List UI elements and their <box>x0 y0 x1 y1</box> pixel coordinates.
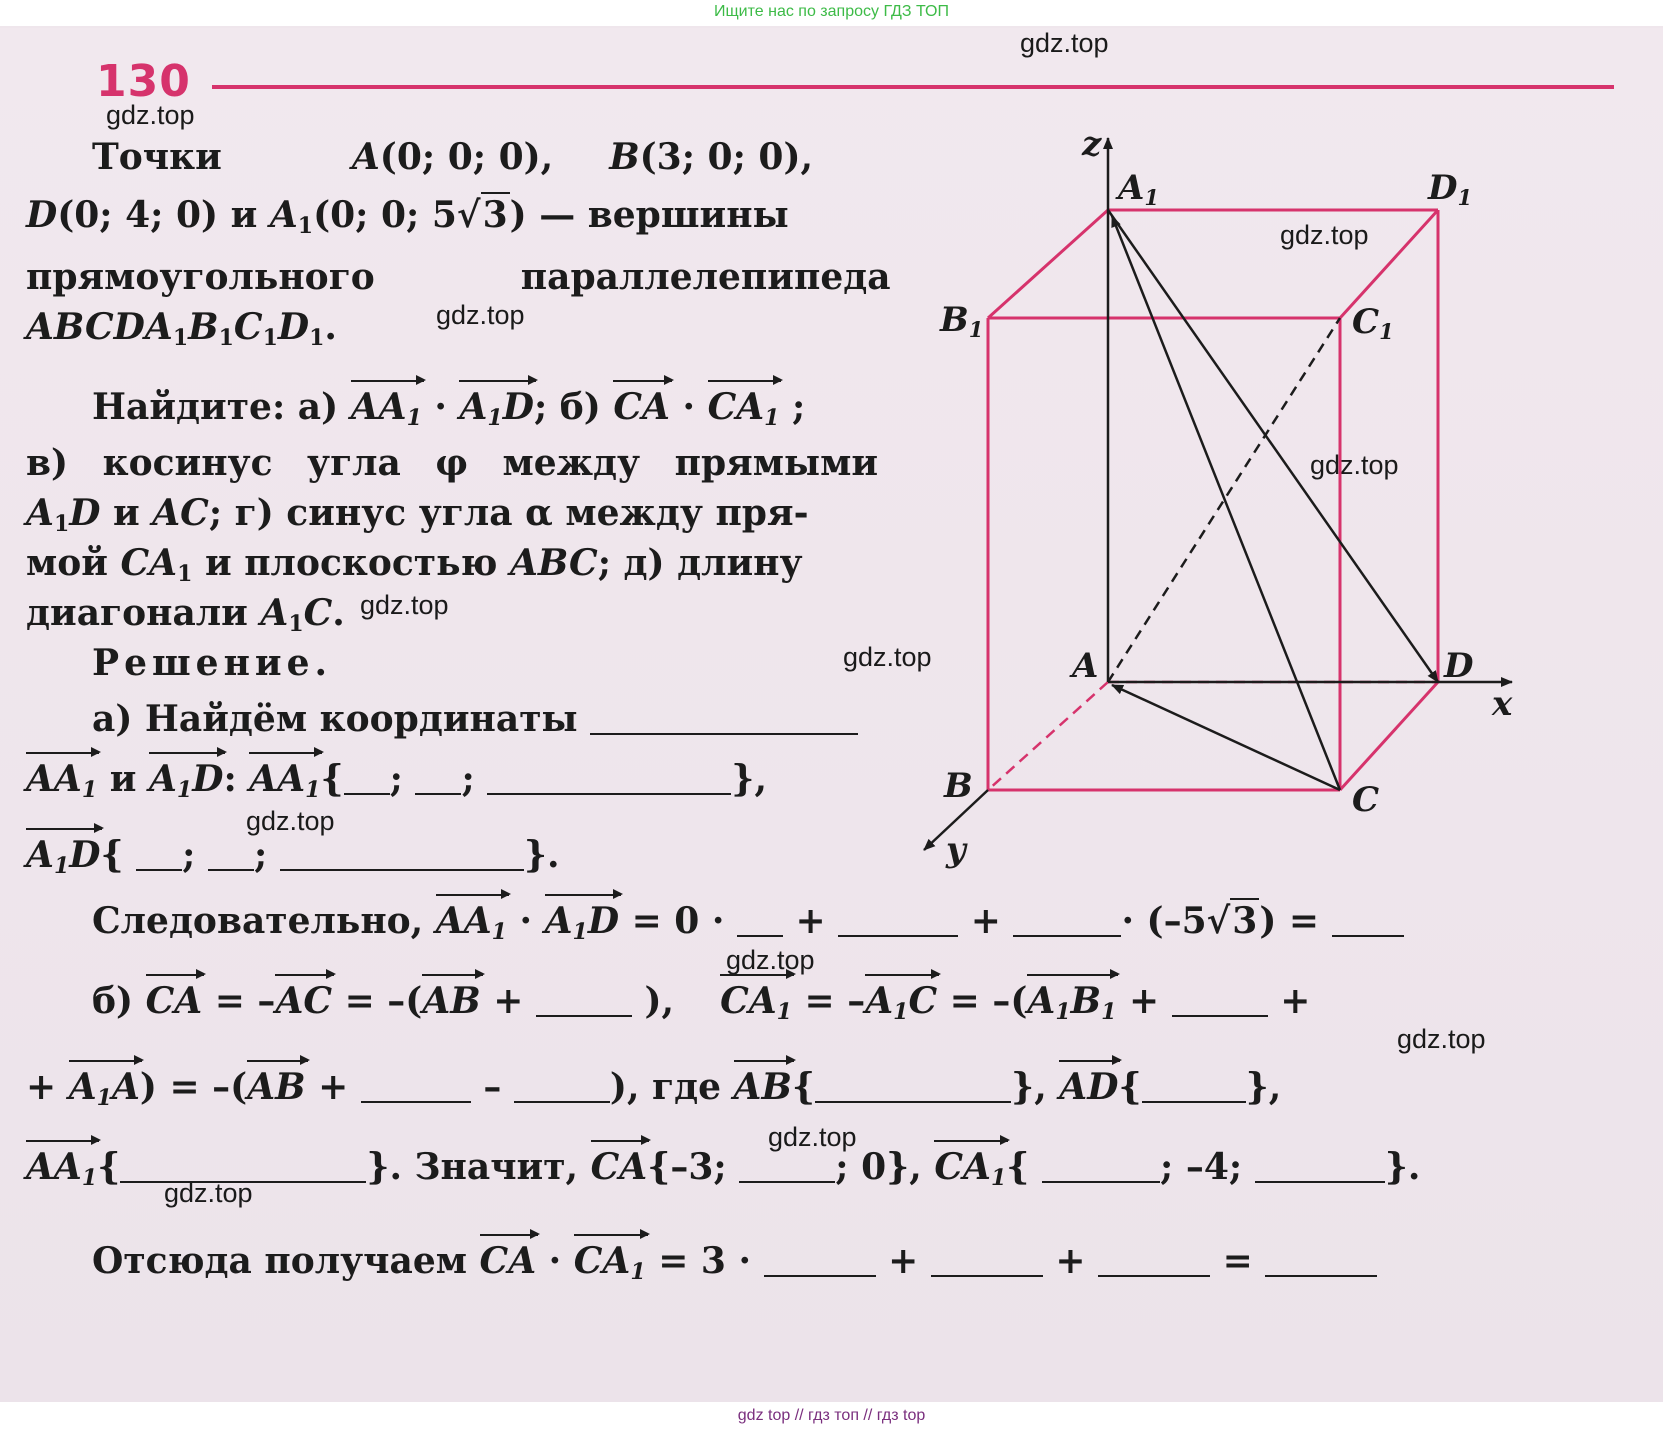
text-line-17: $AA_1${ }. Значит, CA{–3; ; 0}, $CA_1${ ; –4; }. <box>26 1146 1421 1191</box>
vertex-label-A1: $A_1$ <box>1118 168 1160 210</box>
watermark: gdz.top <box>360 590 449 620</box>
axis-label-x: x <box>1492 684 1513 724</box>
text-line-2: D(0; 4; 0) и $A_1(0$; 0; 5√3) — вершины <box>26 194 789 239</box>
watermark: gdz.top <box>1397 1024 1486 1054</box>
text-line-14: Следовательно, $AA_1 \cdot A_1D = 0$ · + + · (–5√3) = <box>92 900 1404 942</box>
vertex-label-C: C <box>1352 780 1380 820</box>
watermark: gdz.top <box>1020 28 1109 58</box>
text-line-12: $AA_1$ и $A_1D$: $AA_1${ ; ; }, <box>26 758 767 803</box>
text-line-5: Найдите: а) $AA_1 \cdot A_1D$; б) CA · $CA_1$ ; <box>92 386 806 431</box>
text-line-8: мой $CA_1$ и плоскостью ABC; д) длину <box>26 542 803 587</box>
axis-label-z: z <box>1082 124 1102 164</box>
watermark: gdz.top <box>843 642 932 672</box>
solution-heading: Решение. <box>92 642 333 684</box>
text-line-18: Отсюда получаем CA · $CA_1 = 3$ · + + = <box>92 1240 1377 1282</box>
vector-CA1 <box>1112 216 1340 790</box>
search-hint-text[interactable]: Ищите нас по запросу ГДЗ ТОП <box>714 3 949 20</box>
site-links-footer <box>0 1402 1663 1430</box>
text-line-1: Точки A(0; 0; 0), B(3; 0; 0), <box>92 136 814 178</box>
text-line-13: $A_1D${ ; ; }. <box>26 834 560 879</box>
edge-A1B1 <box>988 210 1108 318</box>
edge-AB <box>988 682 1108 790</box>
text-line-16: + $A_1A) = -(AB$ + – ), где AB{ }, AD{ }, <box>26 1066 1282 1111</box>
vertex-label-C1: $C_1$ <box>1352 302 1394 344</box>
vertex-label-B1: $B_1$ <box>940 300 984 342</box>
text-line-6: в) косинус угла φ между прямыми <box>26 442 879 484</box>
watermark: gdz.top <box>106 100 195 130</box>
task-number: 130 <box>96 56 191 107</box>
vertex-label-B: B <box>944 766 973 806</box>
text-line-7: $A_1D$ и AC; г) синус угла α между пря- <box>26 492 809 537</box>
text-line-9: диагонали $A_1C$. <box>26 592 345 637</box>
text-line-15: б) CA = –AC = –(AB + ), $CA_1 = -A_1C = -(A_1B_1$ + + <box>92 980 1311 1025</box>
axis-label-y: y <box>946 830 966 870</box>
watermark: gdz.top <box>1310 450 1399 480</box>
vertex-label-D1: $D_1$ <box>1428 168 1473 210</box>
footer-links[interactable]: gdz top // гдз топ // гдз top <box>737 1407 926 1424</box>
watermark: gdz.top <box>436 300 525 330</box>
text-line-11: а) Найдём координаты <box>92 698 858 740</box>
edge-CD <box>1340 682 1438 790</box>
text-line-3: прямоугольного параллелепипеда <box>26 256 891 298</box>
watermark: gdz.top <box>768 1122 857 1152</box>
vertex-label-D: D <box>1444 646 1474 686</box>
watermark: gdz.top <box>246 806 335 836</box>
watermark: gdz.top <box>164 1178 253 1208</box>
text-line-4: $ABCDA_1B_1C_1D_1$. <box>26 306 337 351</box>
vector-A1D <box>1108 210 1438 682</box>
watermark: gdz.top <box>1280 220 1369 250</box>
vertex-label-A: A <box>1072 646 1099 686</box>
watermark: gdz.top <box>726 945 815 975</box>
